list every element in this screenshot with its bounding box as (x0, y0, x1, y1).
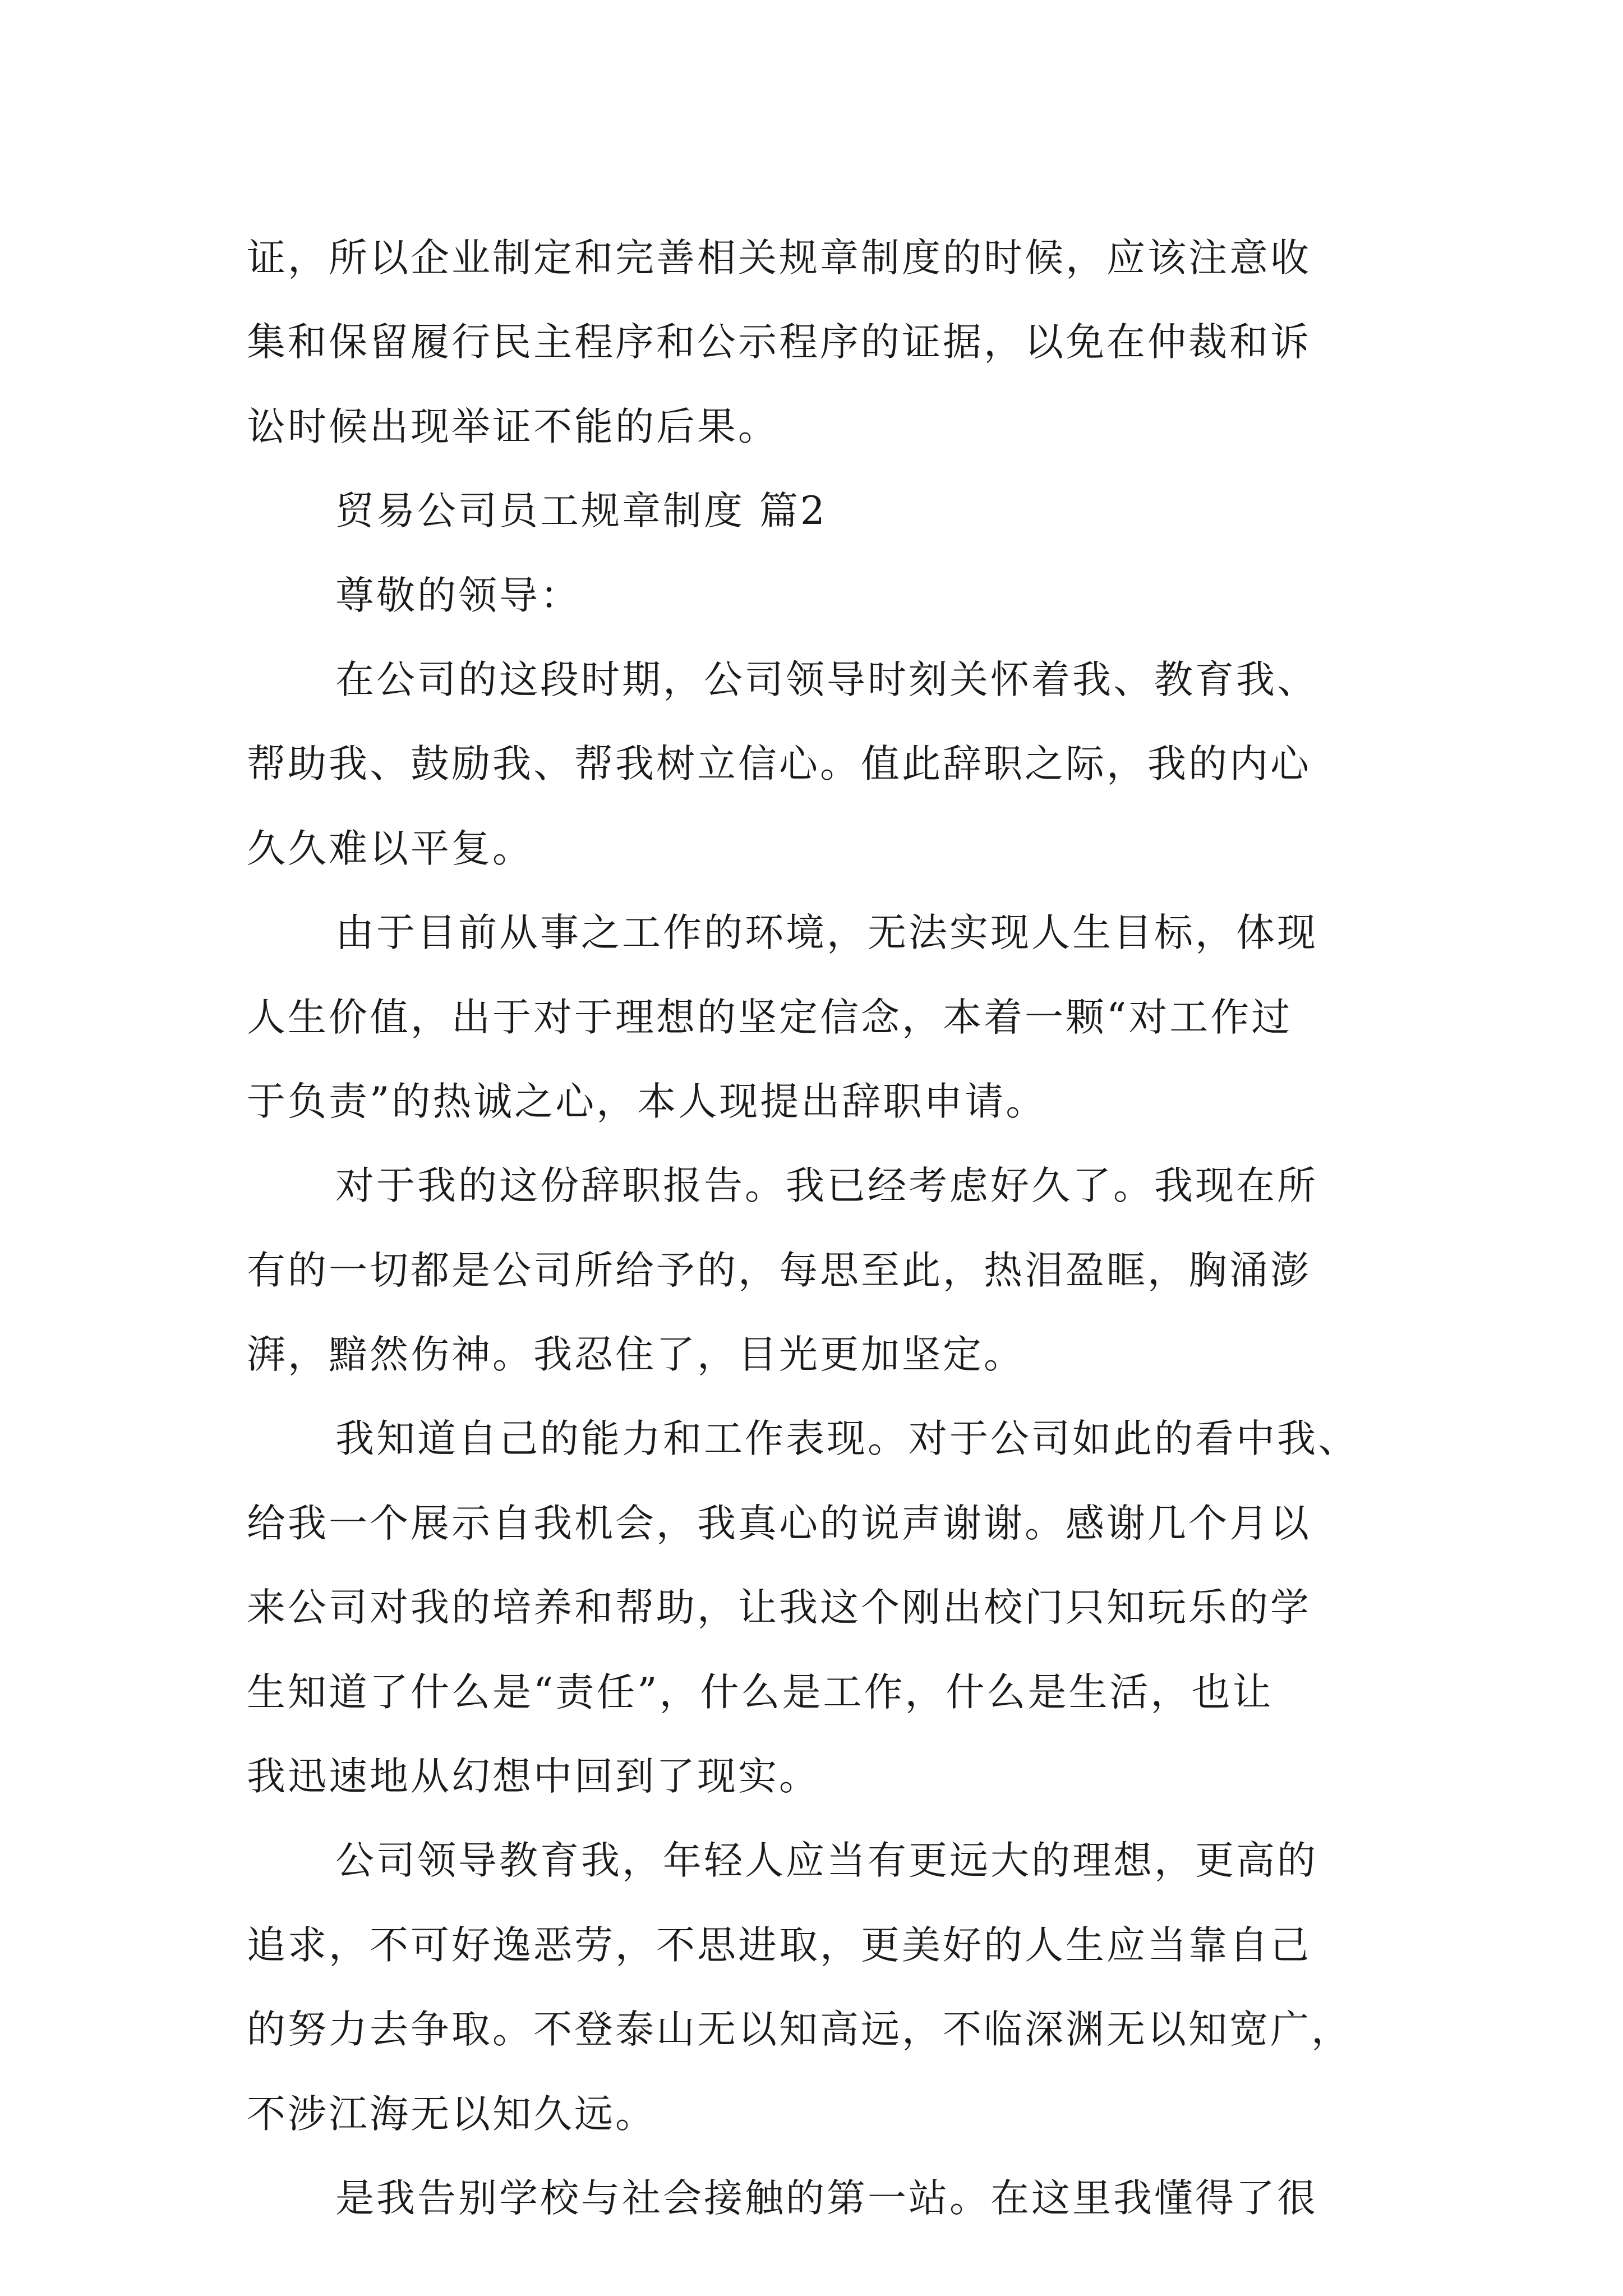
paragraph-first-line: 是我告别学校与社会接触的第一站。在这里我懂得了很 (335, 2175, 1318, 2221)
text-line-continuation: 于负责”的热诚之心，本人现提出辞职申请。 (247, 1079, 1047, 1124)
text-line-continuation: 久久难以平复。 (247, 826, 533, 871)
paragraph-first-line: 我知道自己的能力和工作表现。对于公司如此的看中我、 (335, 1416, 1359, 1462)
text-line-continuation: 证，所以企业制定和完善相关规章制度的时候，应该注意收 (247, 236, 1311, 280)
text-line-continuation: 集和保留履行民主程序和公示程序的证据，以免在仲裁和诉 (247, 320, 1311, 365)
document-body (247, 216, 1380, 2240)
paragraph-first-line: 由于目前从事之工作的环境，无法实现人生目标，体现 (335, 910, 1318, 956)
text-line-continuation: 给我一个展示自我机会，我真心的说声谢谢。感谢几个月以 (247, 1501, 1311, 1546)
text-line-continuation: 有的一切都是公司所给予的，每思至此，热泪盈眶，胸涌澎 (247, 1248, 1311, 1293)
text-line-continuation: 追求，不可好逸恶劳，不思进取，更美好的人生应当靠自己 (247, 1922, 1311, 1968)
paragraph-first-line: 在公司的这段时期，公司领导时刻关怀着我、教育我、 (335, 657, 1318, 702)
text-line-continuation: 来公司对我的培养和帮助，让我这个刚出校门只知玩乐的学 (247, 1585, 1311, 1631)
paragraph-first-line: 对于我的这份辞职报告。我已经考虑好久了。我现在所 (335, 1163, 1318, 1209)
salutation: 尊敬的领导： (335, 573, 581, 618)
paragraph-first-line: 公司领导教育我，年轻人应当有更远大的理想，更高的 (335, 1838, 1318, 1884)
text-line-continuation: 的努力去争取。不登泰山无以知高远，不临深渊无以知宽广， (247, 2007, 1352, 2053)
text-line-continuation: 我迅速地从幻想中回到了现实。 (247, 1754, 820, 1800)
text-line-continuation: 帮助我、鼓励我、帮我树立信心。值此辞职之际，我的内心 (247, 742, 1311, 787)
text-line-continuation: 生知道了什么是“责任”，什么是工作，什么是生活，也让 (247, 1669, 1274, 1715)
text-line-continuation: 不涉江海无以知久远。 (247, 2091, 656, 2137)
text-line-continuation: 湃，黯然伤神。我忍住了，目光更加坚定。 (247, 1332, 1025, 1378)
text-line-continuation: 讼时候出现举证不能的后果。 (247, 404, 779, 449)
text-line-continuation: 人生价值，出于对于理想的坚定信念，本着一颗“对工作过 (247, 995, 1293, 1040)
section-heading: 贸易公司员工规章制度 篇2 (335, 489, 827, 534)
